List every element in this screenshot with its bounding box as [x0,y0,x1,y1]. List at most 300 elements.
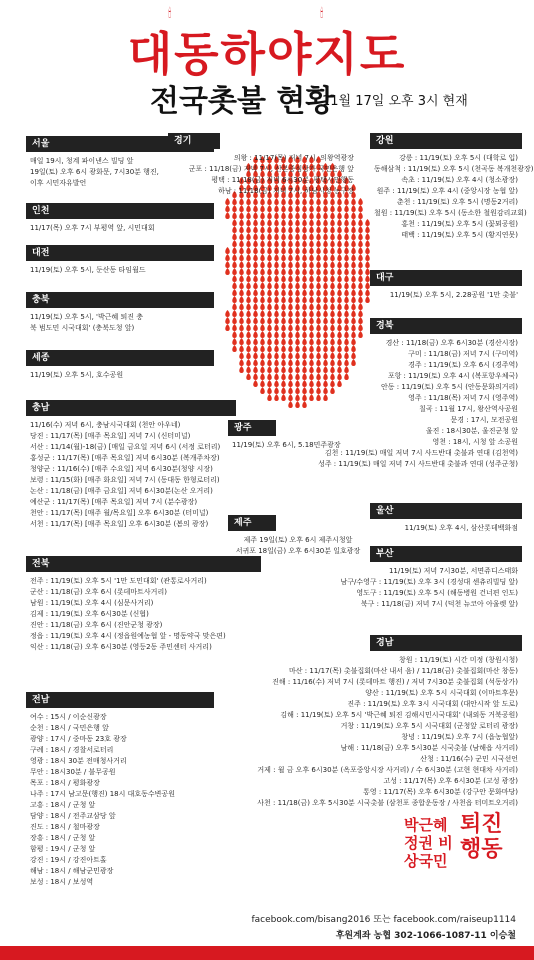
flame-mark [309,233,314,240]
flame-mark [330,261,335,268]
flame-mark [274,219,279,226]
flame-mark [267,282,272,289]
flame-mark [267,310,272,317]
event-line: 서산 : 11/14(월)-18(금) [매일 금요일 저녁 6시 (서정 로터리) [30,443,221,451]
event-line: 전주 : 11/19(토) 오후 5시 '1만 도민대회' (관통로사거리) [30,577,207,585]
flame-mark [232,289,237,296]
flame-mark [232,261,237,268]
flame-mark [232,317,237,324]
event-line: 창원 : 11/19(토) 시간 미정 (창원시청) [399,656,518,664]
flame-mark [232,254,237,261]
region-events [26,366,214,385]
flame-mark [323,289,328,296]
flame-mark [267,268,272,275]
flame-mark [239,254,244,261]
flame-mark [260,261,265,268]
flame-mark [274,394,279,401]
flame-mark [246,373,251,380]
flame-mark [239,205,244,212]
flame-mark [316,275,321,282]
flame-mark [351,310,356,317]
flame-mark [260,205,265,212]
event-line: 정읍 : 11/19(토) 오후 4시 (정읍원예농협 앞 - 명동약국 맞은편) [30,632,226,640]
flame-mark [253,338,258,345]
flame-mark [239,268,244,275]
event-line: 북구 : 11/18(금) 저녁 7시 (덕천 뉴코아 아울렛 앞) [360,600,518,608]
flame-mark [295,310,300,317]
flame-mark [323,226,328,233]
poster-title: 대동하야지도 [127,27,407,81]
flame-mark [288,219,293,226]
flame-mark [260,331,265,338]
flame-mark [267,324,272,331]
flame-mark [232,212,237,219]
flame-mark [239,282,244,289]
flame-mark [344,219,349,226]
flame-mark [239,261,244,268]
event-line: 태백 : 11/19(토) 오후 5시 (황지연못) [401,231,518,239]
flame-mark [323,205,328,212]
flame-mark [232,303,237,310]
flame-mark [232,310,237,317]
flame-mark [295,275,300,282]
flame-mark [330,240,335,247]
flame-mark [253,366,258,373]
flame-mark [267,373,272,380]
flame-mark [274,324,279,331]
flame-mark [267,338,272,345]
flame-mark [260,359,265,366]
flame-mark [295,268,300,275]
flame-mark [260,324,265,331]
region-title: 경기 [168,133,220,149]
event-line: 속초 : 11/19(토) 오후 4시 (청소광장) [401,176,518,184]
flame-mark [295,254,300,261]
flame-mark [330,254,335,261]
flame-mark [253,212,258,219]
flame-mark [344,268,349,275]
event-line: 영도구 : 11/19(토) 오후 5시 (해동병원 건너편 인도) [356,589,518,597]
flame-mark [295,247,300,254]
flame-mark [267,352,272,359]
flame-mark [330,219,335,226]
flame-mark [274,317,279,324]
flame-mark [239,317,244,324]
event-line: 보령 : 11/15(화) [매주 화요일] 저녁 7시 (동대동 한형로터리) [30,476,220,484]
flame-mark [225,268,230,275]
flame-mark [309,261,314,268]
flame-mark [281,219,286,226]
flame-mark [239,289,244,296]
flame-mark [323,303,328,310]
flame-mark [253,324,258,331]
flame-mark [232,282,237,289]
flame-mark [337,289,342,296]
region-title: 제주 [228,515,276,531]
flame-mark [267,275,272,282]
flame-mark [316,247,321,254]
event-line: 홍천 : 11/19(토) 오후 5시 (꽃뫼공원) [401,220,518,228]
flame-mark [302,212,307,219]
flame-mark [246,317,251,324]
event-line: 천안 : 11/17(목) [매주 월/목요일] 오후 6시30분 (터미널) [30,509,209,517]
event-line: 담양 : 18시 / 전주교삼당 앞 [30,812,116,820]
flame-mark [316,254,321,261]
region-events [300,562,522,614]
flame-mark [246,345,251,352]
flame-mark [351,205,356,212]
event-line: 영광 : 18시 30분 전매청사거리 [30,757,127,765]
flame-mark [330,296,335,303]
event-line: 11/19(토) 오후 6시, 5.18민주광장 [232,441,341,449]
flame-mark [330,233,335,240]
flame-mark [281,240,286,247]
flame-mark [365,261,370,268]
flame-mark [232,247,237,254]
flame-mark [337,296,342,303]
flame-mark [274,289,279,296]
event-line: 광양 : 17시 / 중마동 23호 광장 [30,735,127,743]
flame-mark [253,345,258,352]
flame-mark [239,219,244,226]
flame-mark [246,338,251,345]
flame-mark [281,296,286,303]
event-line: 고성 : 11/17(목) 오후 6시30분 (고성 광장) [383,777,518,785]
flame-mark [253,240,258,247]
flame-mark [239,240,244,247]
event-line: 11/16(수) 저녁 6시, 충남시국대회 (천안 아우네) [30,421,181,429]
flame-mark [323,240,328,247]
flame-mark [281,282,286,289]
flame-mark [274,331,279,338]
flame-mark [274,380,279,387]
flame-mark [267,289,272,296]
flame-mark [351,296,356,303]
flame-mark [358,226,363,233]
flame-mark [267,387,272,394]
flame-mark [295,226,300,233]
event-line: 순천 : 18시 / 국민은행 앞 [30,724,109,732]
flame-mark [225,324,230,331]
flame-mark [246,324,251,331]
flame-mark [309,240,314,247]
region-ulsan [370,503,522,538]
flame-mark [358,296,363,303]
flame-mark [267,345,272,352]
event-line: 하남 : 11/18(금) 저녁 7시, 하남시청 농구장 [218,187,354,195]
event-line: 거창 : 11/19(토) 오후 5시 시국대회 (군청앞 로터리 광장) [340,722,518,730]
flame-mark [246,254,251,261]
flame-mark [274,254,279,261]
flame-mark [288,289,293,296]
event-line: 경산 : 11/18(금) 오후 6시30분 (경산시장) [385,339,518,347]
flame-mark [274,247,279,254]
flame-mark [337,282,342,289]
event-line: 양산 : 11/19(토) 오후 5시 시국대회 (이마트후문) [365,689,518,697]
flame-mark [239,233,244,240]
flame-mark [309,212,314,219]
event-line: 문경 : 17시, 모전공원 [450,416,518,424]
region-title: 강원 [370,133,522,149]
flame-mark [337,254,342,261]
flame-mark [232,345,237,352]
flame-mark [358,310,363,317]
flame-mark [344,261,349,268]
flame-mark [288,303,293,310]
flame-mark [274,373,279,380]
flame-mark [309,226,314,233]
flame-mark [239,338,244,345]
flame-mark [309,282,314,289]
event-line: 함평 : 19시 / 군청 앞 [30,845,96,853]
flame-mark [316,310,321,317]
flame-mark [323,268,328,275]
flame-mark [351,261,356,268]
region-events [26,308,214,338]
region-chungbuk [26,292,214,338]
flame-mark [288,275,293,282]
flame-mark [246,219,251,226]
flame-mark [260,289,265,296]
flame-mark [267,366,272,373]
flame-mark [239,303,244,310]
status-date: 11월 17일 오후 3시 현재 [322,94,468,109]
flame-mark [260,303,265,310]
flame-mark [323,282,328,289]
flame-mark [267,219,272,226]
flame-mark [260,254,265,261]
flame-mark [351,247,356,254]
facebook-links: facebook.com/bisang2016 또는 facebook.com/raiseup1114 [251,915,516,925]
flame-mark [246,268,251,275]
flame-mark [295,296,300,303]
flame-mark [260,380,265,387]
flame-mark [309,205,314,212]
event-line: 제주 19일(토) 오후 6시 제주시청앞 [243,536,353,544]
flame-mark [232,219,237,226]
flame-mark [330,289,335,296]
flame-mark [337,261,342,268]
flame-mark [302,296,307,303]
flame-mark [302,233,307,240]
flame-mark [302,247,307,254]
flame-mark [253,289,258,296]
flame-mark [274,233,279,240]
flame-mark [337,310,342,317]
flame-mark [225,212,230,219]
flame-mark [358,198,363,205]
event-line: 여수 : 15시 / 이순신광장 [30,713,107,721]
event-line: 매일 19시, 청계 파이낸스 빌딩 앞 [30,157,134,165]
flame-mark [295,282,300,289]
flame-mark [302,310,307,317]
region-title: 대구 [370,270,522,286]
flame-mark [302,205,307,212]
flame-mark [246,331,251,338]
event-line: 청양군 : 11/16(수) [매주 수요일] 저녁 6시30분(청양 시장) [30,465,213,473]
region-daegu [370,270,522,305]
flame-mark [267,359,272,366]
flame-mark [260,233,265,240]
flame-mark [281,310,286,317]
flame-mark [351,303,356,310]
flame-mark [316,303,321,310]
event-line: 구례 : 18시 / 경찰서로터리 [30,746,114,754]
logo-small-text: 박근혜정권 비상국민 [404,816,453,870]
flame-mark [316,212,321,219]
flame-mark [288,240,293,247]
flame-mark [253,226,258,233]
flame-mark [274,240,279,247]
flame-mark [260,212,265,219]
flame-mark [253,317,258,324]
flame-mark [288,233,293,240]
flame-mark [337,226,342,233]
flame-mark [260,226,265,233]
event-line: 19일(토) 오후 6시 광화문, 7시30분 행진, [30,168,159,176]
region-events [370,149,534,245]
flame-mark [337,205,342,212]
flame-mark [239,359,244,366]
flame-mark [323,247,328,254]
region-title: 경북 [370,318,522,334]
flame-mark [239,366,244,373]
event-line: 이후 시민자유발언 [30,179,87,187]
event-line: 칠곡 : 11월 17시, 왕산역사공원 [419,405,518,413]
region-events [26,416,236,534]
event-line: 진해 : 11/16(수) 저녁 7시 (롯데마트 행진) / 저녁 7시30분 촛불집회 (석동상가) [272,678,518,686]
event-line: 11/19(토) 오후 5시, 2.28공원 '1만 촛불' [389,291,518,299]
flame-mark [316,282,321,289]
flame-mark [309,254,314,261]
flame-mark [239,331,244,338]
flame-mark [344,205,349,212]
region-gyeongbuk [280,318,522,474]
flame-mark [267,254,272,261]
flame-mark [323,261,328,268]
event-line: 진주 : 11/19(토) 오후 3시 시국대회 (대안시작 앞 도로) [347,700,518,708]
event-line: 산청 : 11/16(수) 군민 시국선언 [420,755,518,763]
flame-mark [309,296,314,303]
flame-mark [253,296,258,303]
region-title: 경남 [370,635,522,651]
flame-mark [358,303,363,310]
flame-mark [316,268,321,275]
flame-mark [302,268,307,275]
flame-mark [281,226,286,233]
flame-mark [330,310,335,317]
flame-mark [344,240,349,247]
flame-mark [309,268,314,275]
flame-mark [260,310,265,317]
event-line: 남구/수영구 : 11/19(토) 오후 3시 (경성대 센츄리빌딩 앞) [340,578,518,586]
flame-mark [302,226,307,233]
flame-mark [288,261,293,268]
flame-mark [316,296,321,303]
flame-mark [316,219,321,226]
event-line: 남원 : 11/19(토) 오후 4시 (심문사거리) [30,599,154,607]
flame-mark [358,219,363,226]
event-line: 당진 : 11/17(목) [매주 목요일] 저녁 7시 (신터미널) [30,432,191,440]
flame-mark [253,268,258,275]
flame-mark [274,352,279,359]
flame-mark [323,254,328,261]
flame-mark [358,212,363,219]
flame-mark [358,205,363,212]
flame-mark [253,282,258,289]
bottom-bar [0,946,534,960]
flame-mark [239,296,244,303]
flame-mark [225,317,230,324]
flame-mark [253,331,258,338]
flame-mark [246,240,251,247]
flame-mark [330,303,335,310]
flame-mark [330,226,335,233]
flame-mark [267,317,272,324]
flame-mark [267,247,272,254]
flame-mark [295,240,300,247]
flame-mark [274,338,279,345]
flame-mark [232,331,237,338]
flame-mark [246,226,251,233]
flame-mark [302,303,307,310]
region-sejong [26,350,214,385]
region-title: 대전 [26,245,214,261]
flame-mark [351,275,356,282]
flame-mark [281,247,286,254]
flame-mark [274,303,279,310]
flame-mark [239,345,244,352]
flame-mark [351,240,356,247]
event-line: 홍성군 : 11/17(목) [매주 목요일] 저녁 6시30분 (복개주차장) [30,454,220,462]
candle-icon: 🕯 [168,6,172,20]
flame-mark [351,282,356,289]
flame-mark [274,310,279,317]
flame-mark [288,205,293,212]
region-title: 광주 [228,420,276,436]
event-line: 안동 : 11/19(토) 오후 5시 (안동문화의거리) [381,383,518,391]
flame-mark [267,380,272,387]
region-title: 서울 [26,136,214,152]
flame-mark [260,282,265,289]
flame-mark [337,275,342,282]
flame-mark [260,240,265,247]
flame-mark [267,296,272,303]
event-line: 고흥 : 18시 / 군청 앞 [30,801,96,809]
flame-mark [232,240,237,247]
event-line: 11/19(토) 저녁 7시30분, 서면쥬디스태화 [388,567,518,575]
flame-mark [316,240,321,247]
flame-mark [316,233,321,240]
flame-mark [344,282,349,289]
flame-mark [267,303,272,310]
flame-mark [295,205,300,212]
flame-mark [295,303,300,310]
region-gangwon [370,133,534,245]
flame-mark [253,310,258,317]
flame-mark [309,310,314,317]
flame-mark [260,352,265,359]
flame-mark [260,296,265,303]
region-gyeongnam [230,635,522,813]
flame-mark [358,240,363,247]
poster-subtitle: 전국촛불 현황 [150,84,335,119]
flame-mark [295,219,300,226]
event-line: 진안 : 11/18(금) 오후 6시 (진안군청 광장) [30,621,163,629]
flame-mark [260,345,265,352]
region-busan [300,546,522,614]
event-line: 김제 : 11/19(토) 오후 6시30분 (신협) [30,610,149,618]
